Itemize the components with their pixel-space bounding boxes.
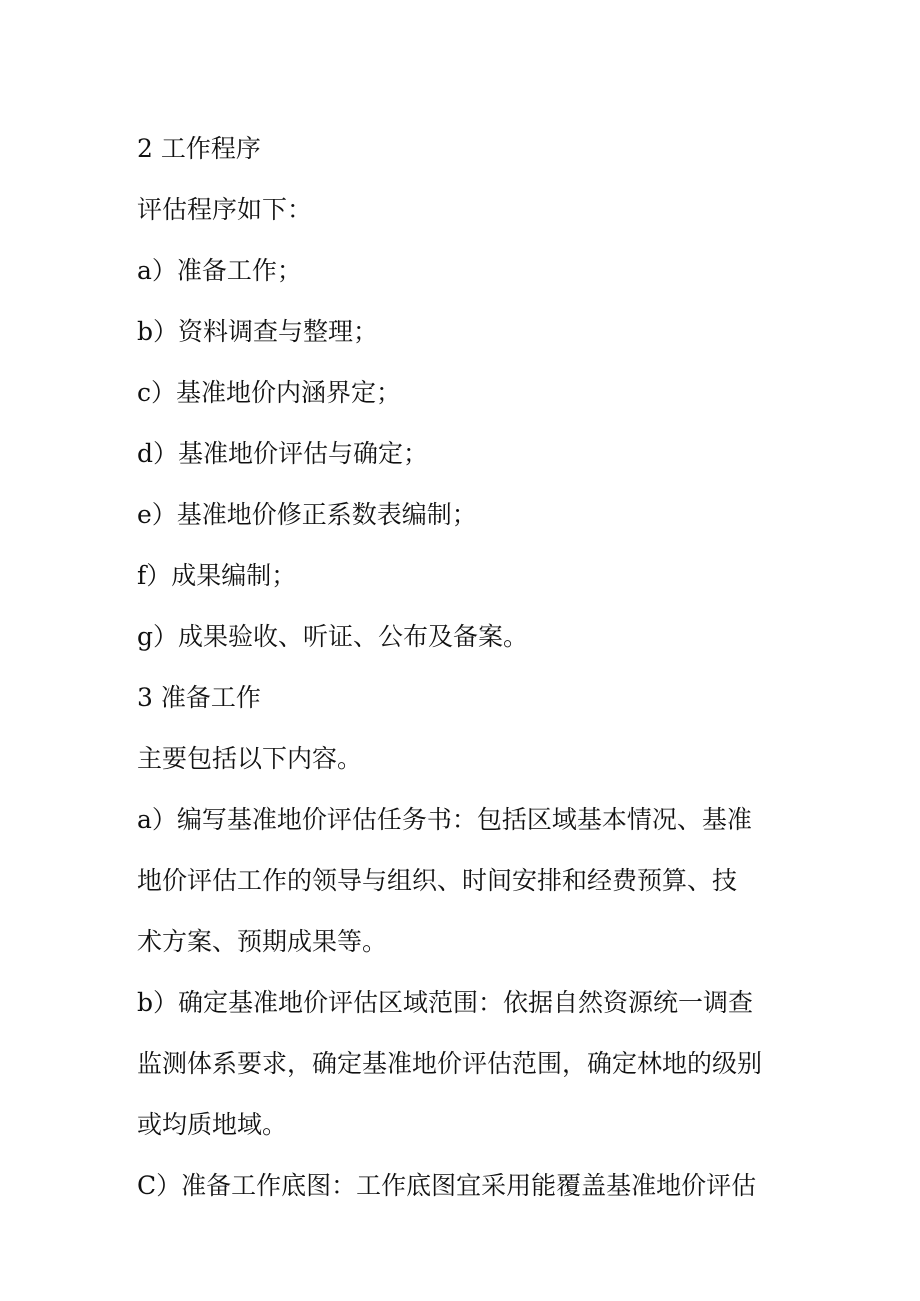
section-heading-3: 3 准备工作 (137, 683, 261, 712)
section-heading-2: 2 工作程序 (137, 134, 261, 163)
list-item-b: b）资料调查与整理； (137, 317, 379, 346)
paragraph-a-line-3: 术方案、预期成果等。 (137, 927, 388, 956)
paragraph-b-line-1: b）确定基准地价评估区域范围：依据自然资源统一调查 (137, 988, 754, 1017)
list-item-d: d）基准地价评估与确定； (137, 439, 429, 468)
paragraph-intro: 评估程序如下： (137, 195, 313, 224)
list-item-e: e）基准地价修正系数表编制； (137, 500, 477, 529)
document-body (137, 118, 787, 1216)
paragraph-a-line-1: a）编写基准地价评估任务书：包括区域基本情况、基准 (137, 805, 752, 834)
paragraph-contents: 主要包括以下内容。 (137, 744, 363, 773)
list-item-c: c）基准地价内涵界定； (137, 378, 402, 407)
list-item-f: f）成果编制； (137, 561, 297, 590)
paragraph-b-line-3: 或均质地域。 (137, 1110, 288, 1139)
list-item-a: a）准备工作； (137, 256, 302, 285)
paragraph-a-line-2: 地价评估工作的领导与组织、时间安排和经费预算、技 (137, 866, 738, 895)
paragraph-b-line-2: 监测体系要求，确定基准地价评估范围，确定林地的级别 (137, 1049, 763, 1078)
paragraph-c-line-1: C）准备工作底图：工作底图宜采用能覆盖基准地价评估 (137, 1171, 757, 1200)
list-item-g: g）成果验收、听证、公布及备案。 (137, 622, 529, 651)
